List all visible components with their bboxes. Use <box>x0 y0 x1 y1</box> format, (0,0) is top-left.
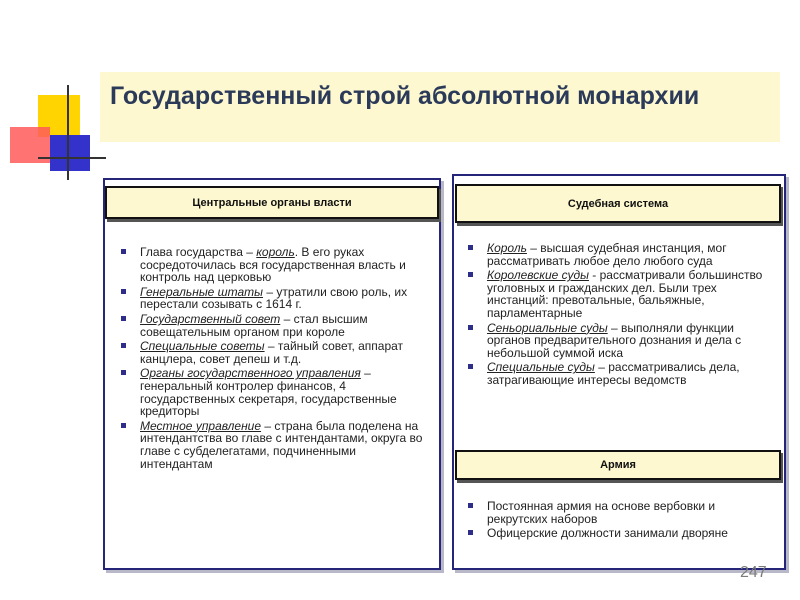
bullet-icon <box>468 272 473 277</box>
list-item: Офицерские должности занимали дворяне <box>462 527 778 540</box>
bullet-icon <box>121 249 126 254</box>
list-item: Генеральные штаты – утратили свою роль, их перестали созывать с 1614 г. <box>115 286 425 311</box>
army-header: Армия <box>455 450 781 480</box>
list-item: Король – высшая судебная инстанция, мог рассматривать любое дело любого суда <box>462 242 778 267</box>
list-item: Постоянная армия на основе вербовки и рекрутских наборов <box>462 500 778 525</box>
judicial-system-header: Судебная система <box>455 184 781 223</box>
bullet-icon <box>468 245 473 250</box>
decor-vertical-line <box>67 85 69 180</box>
list-item: Специальные советы – тайный совет, аппарат канцлера, совет депеш и т.д. <box>115 340 425 365</box>
judicial-system-list <box>462 242 778 389</box>
army-list <box>462 500 778 542</box>
list-item: Сеньориальные суды – выполняли функции органов предварительного дознания и дела с небольшой суммой иска <box>462 322 778 360</box>
bullet-icon <box>121 423 126 428</box>
list-item: Королевские суды - рассматривали большинство уголовных и гражданских дел. Были трех инстанций: превотальные, бальяжные, парламентарные <box>462 269 778 319</box>
bullet-icon <box>121 343 126 348</box>
bullet-icon <box>121 370 126 375</box>
decor-horizontal-line <box>38 157 106 159</box>
decor-blue-square <box>50 135 90 171</box>
bullet-icon <box>121 289 126 294</box>
list-item: Государственный совет – стал высшим совещательным органом при короле <box>115 313 425 338</box>
bullet-icon <box>468 503 473 508</box>
central-authorities-list <box>115 246 425 472</box>
page-title: Государственный строй абсолютной монархии <box>110 82 700 110</box>
bullet-icon <box>468 325 473 330</box>
bullet-icon <box>468 364 473 369</box>
list-item: Органы государственного управления – генеральный контролер финансов, 4 государственных секретаря, государственные кредиторы <box>115 367 425 417</box>
page-number: 247 <box>740 564 767 581</box>
central-authorities-header: Центральные органы власти <box>105 186 439 219</box>
list-item: Глава государства – король. В его руках сосредоточилась вся государственная власть и контроль над церковью <box>115 246 425 284</box>
bullet-icon <box>121 316 126 321</box>
list-item: Местное управление – страна была поделена на интендантства во главе с интендантами, округа во главе с субделегатами, подчиненными интендантам <box>115 420 425 470</box>
bullet-icon <box>468 530 473 535</box>
list-item: Специальные суды – рассматривались дела, затрагивающие интересы ведомств <box>462 361 778 386</box>
